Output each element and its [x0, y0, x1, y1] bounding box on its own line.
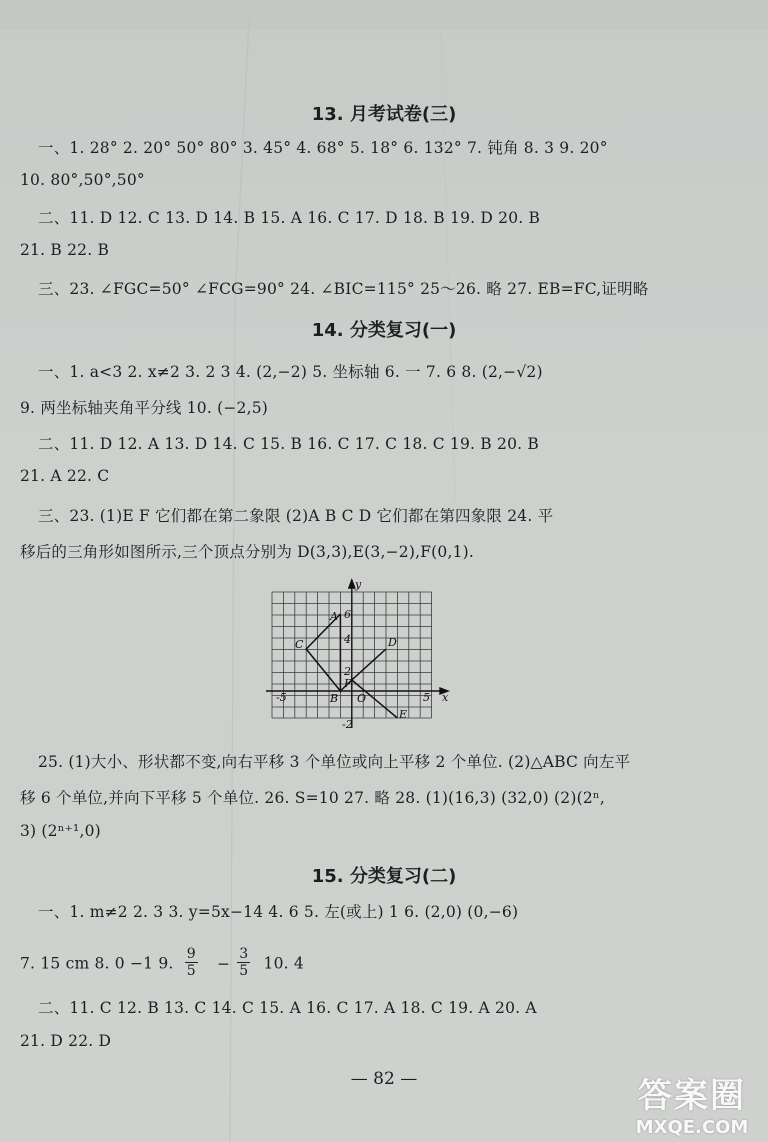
- y-axis-arrow: [349, 580, 355, 588]
- section-14-line-1: 一、1. a<3 2. x≠2 3. 2 3 4. (2,−2) 5. 坐标轴 6. 一 7. 6 8. (2,−√2): [38, 363, 543, 381]
- section-15-line-4: 21. D 22. D: [20, 1032, 112, 1050]
- vertex-a-label: A: [330, 610, 338, 623]
- section-14-line-3: 二、11. D 12. A 13. D 14. C 15. B 16. C 17. C 18. C 19. B 20. B: [38, 435, 539, 453]
- watermark-logo: 答案圈: [638, 1076, 746, 1116]
- coordinate-grid: [264, 578, 454, 738]
- section-13-line-3: 二、11. D 12. C 13. D 14. B 15. A 16. C 17. D 18. B 19. D 20. B: [38, 209, 541, 227]
- section-15-line-2-end: 10. 4: [263, 954, 304, 973]
- section-14-line-8: 移 6 个单位,并向下平移 5 个单位. 26. S=10 27. 略 28. (1)(16,3) (32,0) (2)(2ⁿ,: [20, 789, 605, 807]
- section-15-line-2-start: 7. 15 cm 8. 0 −1 9.: [20, 954, 174, 973]
- vertex-c-label: C: [295, 638, 304, 651]
- fraction-2-denominator: 5: [239, 963, 249, 979]
- section-14-line-5: 三、23. (1)E F 它们都在第二象限 (2)A B C D 它们都在第四象限 24. 平: [38, 507, 554, 525]
- section-13-title: 13. 月考试卷(三): [311, 104, 457, 125]
- fraction-1-numerator: 9: [186, 946, 196, 962]
- section-15-line-1: 一、1. m≠2 2. 3 3. y=5x−14 4. 6 5. 左(或上) 1 6. (2,0) (0,−6): [38, 903, 519, 921]
- section-14-line-9: 3) (2ⁿ⁺¹,0): [20, 822, 101, 840]
- tick-neg5: -5: [276, 691, 287, 704]
- axes: [266, 580, 448, 728]
- section-13-line-4: 21. B 22. B: [20, 241, 110, 259]
- tick-2: 2: [344, 665, 351, 678]
- section-14-title: 14. 分类复习(一): [311, 320, 457, 341]
- section-14-line-7: 25. (1)大小、形状都不变,向右平移 3 个单位或向上平移 2 个单位. (2)△ABC 向左平: [38, 753, 631, 771]
- origin-label: O: [357, 692, 367, 705]
- vertex-f-label: F: [344, 677, 352, 690]
- fraction-2-numerator: 3: [239, 946, 249, 962]
- vertex-b-label: B: [330, 692, 339, 705]
- fraction-2-sign: −: [216, 954, 231, 973]
- section-14-line-4: 21. A 22. C: [20, 467, 110, 485]
- tick-6: 6: [344, 608, 351, 621]
- fraction-1-denominator: 5: [186, 963, 196, 979]
- vertex-d-label: D: [388, 636, 397, 649]
- page-number: — 82 —: [350, 1069, 418, 1089]
- vertex-e-label: E: [399, 708, 408, 721]
- fraction-nine-fifths: [185, 946, 198, 979]
- tick-neg2: -2: [342, 718, 353, 731]
- axis-y-label: y: [355, 578, 362, 591]
- section-13-line-5: 三、23. ∠FGC=50° ∠FCG=90° 24. ∠BIC=115° 25～26. 略 27. EB=FC,证明略: [38, 280, 649, 298]
- fraction-three-fifths: [237, 946, 250, 979]
- axis-x-label: x: [442, 691, 449, 704]
- section-15-title: 15. 分类复习(二): [311, 866, 457, 887]
- coordinate-figure: [264, 578, 454, 738]
- tick-4: 4: [344, 633, 351, 646]
- watermark-url: MXQE.COM: [635, 1117, 749, 1138]
- section-13-line-2: 10. 80°,50°,50°: [20, 171, 145, 189]
- section-13-line-1: 一、1. 28° 2. 20° 50° 80° 3. 45° 4. 68° 5. 18° 6. 132° 7. 钝角 8. 3 9. 20°: [38, 139, 608, 157]
- section-15-line-2: [20, 948, 304, 981]
- section-14-line-2: 9. 两坐标轴夹角平分线 10. (−2,5): [20, 399, 269, 417]
- triangle-abc: [306, 614, 340, 691]
- section-14-line-6: 移后的三角形如图所示,三个顶点分别为 D(3,3),E(3,−2),F(0,1).: [20, 543, 475, 561]
- watermark: [622, 1068, 762, 1138]
- section-15-line-3: 二、11. C 12. B 13. C 14. C 15. A 16. C 17. A 18. C 19. A 20. A: [38, 999, 537, 1017]
- tick-5: 5: [423, 691, 430, 704]
